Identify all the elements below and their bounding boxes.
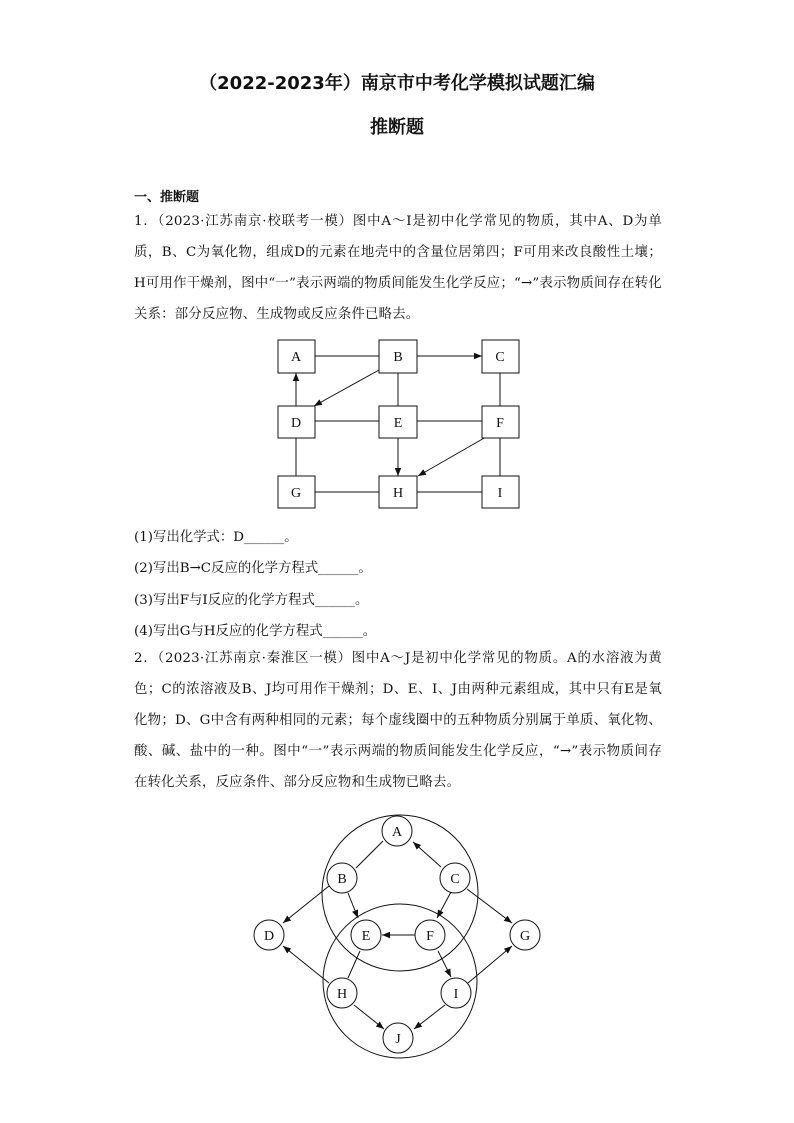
node-label-g: G [290, 486, 302, 501]
node2-label-d: D [263, 929, 275, 944]
node2-label-f: F [426, 929, 434, 944]
question-1-1: (1)写出化学式：D______。 [134, 530, 298, 545]
node2-label-e: E [361, 929, 371, 944]
edge-c-f [437, 892, 451, 918]
node2-label-a: A [391, 825, 403, 840]
edge-e-h [348, 951, 360, 978]
problem-2-stem: 2．（2023·江苏南京·秦淮区一模）图中A～J是初中化学常见的物质。A的水溶液为黄色；C的浓溶液及B、J均可用作干燥剂；D、E、I、J由两种元素组成，其中只有E是氧化物；D、G中含有两种相同的元素；每个虚线圈中的五种物质分别属于单质、氧化物、酸、碱、盐中的一种。图中“一”表示两端的物质间能发生化学反应，“→”表示物质间存在转化关系，反应条件、部分反应物和生成物已略去。 [134, 651, 662, 790]
edge-b-d [283, 886, 329, 923]
node-label-i: I [497, 486, 503, 501]
node-label-c: C [495, 350, 505, 365]
node2-label-i: I [453, 987, 459, 1002]
node2-label-h: H [336, 987, 348, 1002]
node-label-e: E [393, 416, 403, 431]
node-label-b: B [393, 350, 403, 365]
edge-h-j [354, 1005, 384, 1029]
page-subtitle: 推断题 [370, 117, 424, 138]
problem-1-stem: 1．（2023·江苏南京·校联考一模）图中A～I是初中化学常见的物质，其中A、D为单质，B、C为氧化物，组成D的元素在地壳中的含量位居第四；F可用来改良酸性土壤；H可用作干燥剂，图中“一”表示两端的物质间能发生化学反应；“→”表示物质间存在转化关系：部分反应物、生成物或反应条件已略去。 [134, 214, 662, 322]
edge-i-j [414, 1005, 445, 1029]
node-label-a: A [290, 350, 302, 365]
edge-c-a [413, 842, 441, 867]
node2-label-j: J [395, 1032, 401, 1047]
node2-label-b: B [337, 872, 347, 887]
page-title: （2022-2023年）南京市中考化学模拟试题汇编 [199, 73, 595, 94]
edge-b-a [356, 841, 383, 868]
edge-f-i [438, 951, 451, 977]
edge-i-g [468, 946, 512, 983]
edge-b-e [348, 893, 358, 918]
question-1-4: (4)写出G与H反应的化学方程式______。 [134, 624, 377, 639]
node2-label-c: C [450, 872, 460, 887]
node-label-h: H [392, 486, 404, 501]
node-label-d: D [290, 416, 302, 431]
node2-label-g: G [519, 929, 531, 944]
node-label-f: F [496, 416, 504, 431]
question-1-2: (2)写出B→C反应的化学方程式______。 [134, 561, 372, 576]
edge-h-d [283, 946, 329, 983]
question-1-3: (3)写出F与I反应的化学方程式______。 [134, 593, 369, 608]
section-heading: 一、推断题 [134, 190, 200, 205]
